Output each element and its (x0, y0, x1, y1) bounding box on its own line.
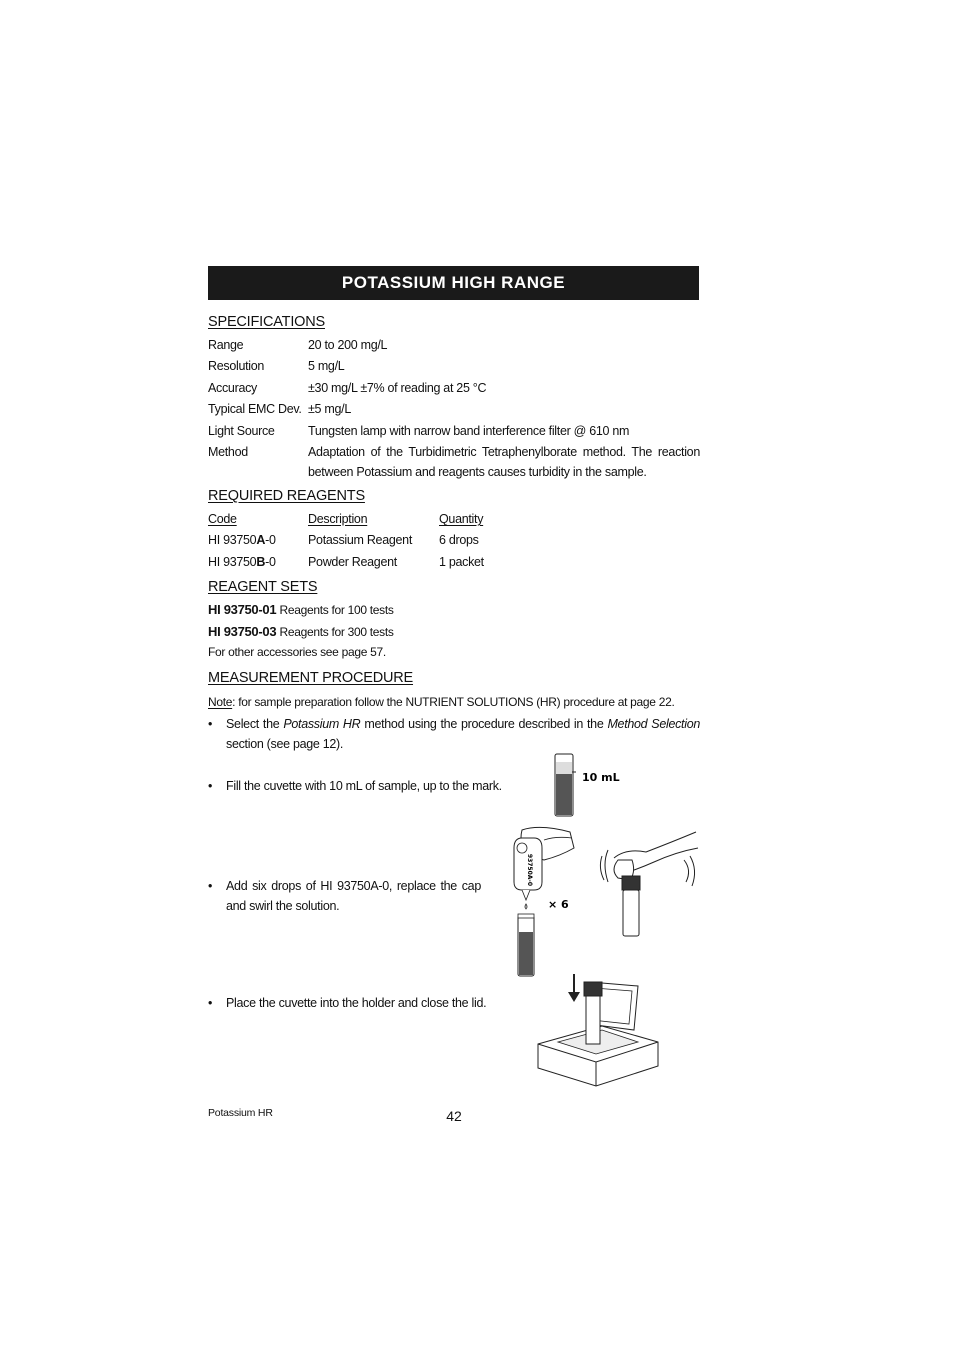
add-drops-illustration (500, 826, 590, 980)
spec-label-light-source: Light Source (208, 424, 275, 438)
reagent-sets-heading: REAGENT SETS (208, 579, 318, 595)
spec-label-emc: Typical EMC Dev. (208, 402, 302, 416)
cuvette-10ml-illustration (548, 752, 628, 818)
reagents-col-description: Description (308, 512, 368, 526)
swirl-cuvette-illustration (596, 830, 700, 938)
spec-value-method: Adaptation of the Turbidimetric Tetraphenylborate method. The reaction between Potassium and reagents causes turbidity in the sample. (308, 445, 700, 479)
required-reagents-heading: REQUIRED REAGENTS (208, 488, 365, 504)
accessories-note: For other accessories see page 57. (208, 645, 386, 659)
bottle-label: 93750A-0 (526, 853, 533, 887)
bullet: • (208, 717, 213, 731)
reagent-code-a: HI 93750A-0 (208, 533, 276, 547)
procedure-step-place-cuvette: • Place the cuvette into the holder and close the lid. (226, 993, 506, 1013)
section-title-banner (208, 266, 699, 300)
spec-label-method: Method (208, 445, 248, 459)
bullet: • (208, 996, 213, 1010)
volume-label: 10 mL (582, 771, 620, 784)
procedure-step-add-drops: • Add six drops of HI 93750A-0, replace the cap and swirl the solution. (226, 876, 481, 916)
spec-value-accuracy: ±30 mg/L ±7% of reading at 25 °C (308, 381, 487, 395)
spec-value-resolution: 5 mg/L (308, 359, 345, 373)
reagent-description-b: Powder Reagent (308, 555, 397, 569)
place-cuvette-holder-illustration (530, 972, 662, 1088)
spec-value-emc: ±5 mg/L (308, 402, 351, 416)
reagent-description-a: Potassium Reagent (308, 533, 412, 547)
reagent-quantity-a: 6 drops (439, 533, 479, 547)
reagents-col-code: Code (208, 512, 237, 526)
procedure-step-select-method: • Select the Potassium HR method using the procedure described in the Method Selection section (see page 12). (226, 714, 700, 754)
reagents-col-quantity: Quantity (439, 512, 484, 526)
footer-section-name: Potassium HR (208, 1107, 273, 1119)
bullet: • (208, 879, 213, 893)
section-title: POTASSIUM HIGH RANGE (341, 273, 566, 292)
specifications-heading: SPECIFICATIONS (208, 314, 325, 330)
page-number: 42 (446, 1108, 462, 1124)
spec-value-range: 20 to 200 mg/L (308, 338, 388, 352)
drops-count-label: × 6 (548, 898, 569, 911)
bullet: • (208, 779, 213, 793)
procedure-step-fill-cuvette: • Fill the cuvette with 10 mL of sample, up to the mark. (226, 776, 526, 796)
spec-label-range: Range (208, 338, 244, 352)
reagent-quantity-b: 1 packet (439, 555, 484, 569)
spec-label-accuracy: Accuracy (208, 381, 258, 395)
spec-value-light-source: Tungsten lamp with narrow band interference filter @ 610 nm (308, 424, 630, 438)
reagent-code-b: HI 93750B-0 (208, 555, 276, 569)
reagent-set-100: HI 93750-01 Reagents for 100 tests (208, 602, 394, 617)
procedure-note: Note: for sample preparation follow the NUTRIENT SOLUTIONS (HR) procedure at page 22. (208, 695, 675, 709)
reagent-set-300: HI 93750-03 Reagents for 300 tests (208, 624, 394, 639)
spec-label-resolution: Resolution (208, 359, 265, 373)
measurement-procedure-heading: MEASUREMENT PROCEDURE (208, 670, 414, 686)
